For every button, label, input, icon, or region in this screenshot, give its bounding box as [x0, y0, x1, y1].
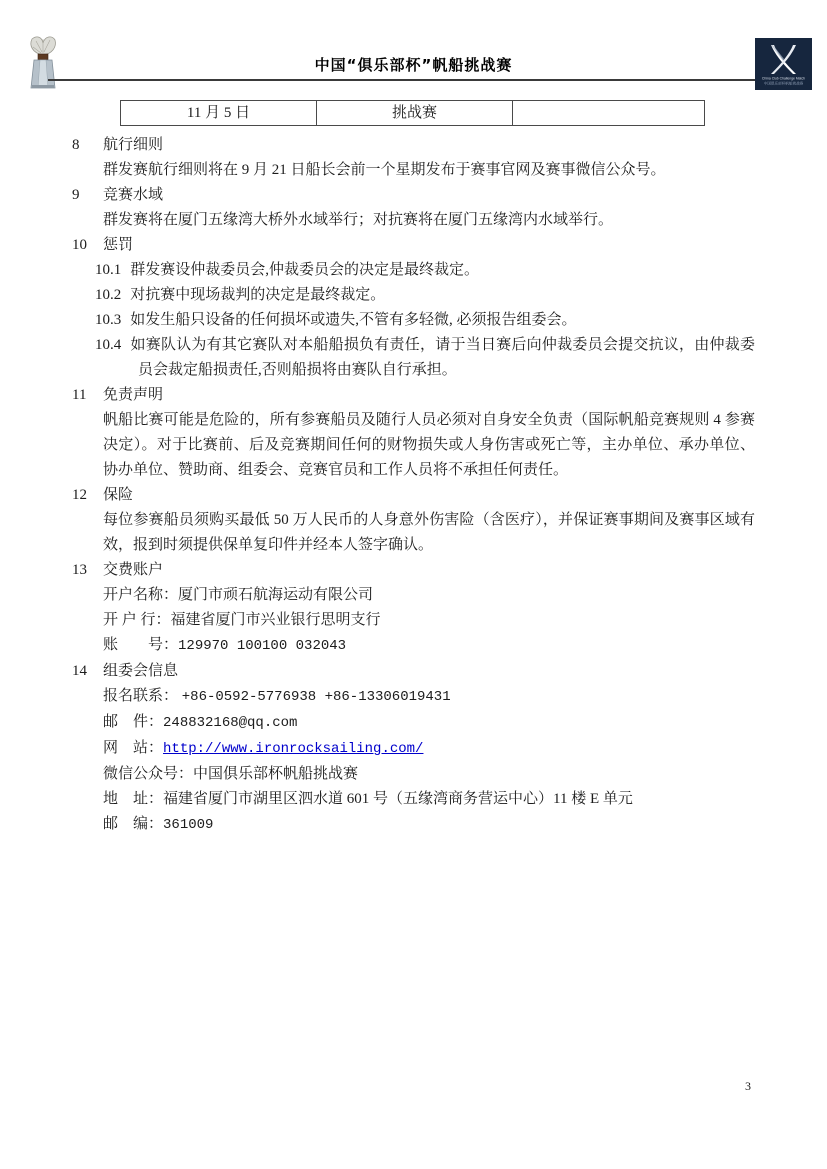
field-value: 361009 — [163, 817, 214, 833]
penalty-item-2 — [95, 283, 755, 308]
account-number-row — [103, 633, 755, 659]
svg-text:中国俱乐部杯帆船挑战赛: 中国俱乐部杯帆船挑战赛 — [763, 81, 804, 86]
section-10-heading — [72, 233, 755, 258]
address-row — [103, 787, 755, 812]
section-title: 竞赛水域 — [103, 187, 164, 203]
section-9-heading — [72, 183, 755, 208]
section-number: 10 — [72, 237, 87, 253]
penalty-item-4 — [95, 333, 755, 383]
section-title: 交费账户 — [103, 562, 164, 578]
section-number: 13 — [72, 562, 87, 578]
page-number: 3 — [745, 1079, 751, 1093]
club-challenge-logo-icon — [755, 38, 812, 90]
zip-row — [103, 812, 755, 838]
field-value: +86-0592-5776938 +86-13306019431 — [181, 689, 451, 705]
section-10 — [72, 233, 755, 383]
field-label: 微信公众号： — [103, 766, 194, 782]
section-title: 组委会信息 — [103, 663, 179, 679]
email-row — [103, 710, 755, 736]
subitem-number: 10.2 — [95, 287, 122, 303]
field-label: 地 址： — [103, 791, 164, 807]
section-12 — [72, 483, 755, 558]
subitem-text: 群发赛设仲裁委员会,仲裁委员会的决定是最终裁定。 — [130, 262, 480, 278]
document-body — [0, 100, 827, 838]
section-11-heading — [72, 383, 755, 408]
section-12-heading — [72, 483, 755, 508]
section-13-heading — [72, 558, 755, 583]
section-title: 航行细则 — [103, 137, 164, 153]
schedule-event-cell: 挑战赛 — [317, 101, 513, 125]
schedule-table-row — [120, 100, 705, 126]
header-divider — [48, 79, 755, 81]
section-9-paragraph: 群发赛将在厦门五缘湾大桥外水域举行；对抗赛将在厦门五缘湾内水域举行。 — [103, 212, 614, 228]
section-11 — [72, 383, 755, 483]
section-9 — [72, 183, 755, 233]
field-label: 开 户 行： — [103, 612, 171, 628]
section-title: 保险 — [103, 487, 134, 503]
section-number: 8 — [72, 137, 80, 153]
wechat-row — [103, 762, 755, 787]
svg-text:China Club Challenge Match: China Club Challenge Match — [761, 76, 806, 81]
penalty-item-1 — [95, 258, 755, 283]
field-label: 邮 编： — [103, 816, 164, 832]
section-title: 惩罚 — [103, 237, 134, 253]
subitem-number: 10.1 — [95, 262, 122, 278]
website-link[interactable]: http://www.ironrocksailing.com/ — [163, 741, 424, 757]
schedule-date-cell: 11 月 5 日 — [121, 101, 317, 125]
subitem-text: 对抗赛中现场裁判的决定是最终裁定。 — [130, 287, 386, 303]
section-8-heading — [72, 133, 755, 158]
field-value: 248832168@qq.com — [163, 715, 298, 731]
field-label: 开户名称： — [103, 587, 179, 603]
bank-row — [103, 608, 755, 633]
field-label: 账 号： — [103, 637, 179, 653]
schedule-empty-cell — [513, 101, 704, 125]
section-title: 免责声明 — [103, 387, 164, 403]
section-number: 11 — [72, 387, 87, 403]
field-value: 厦门市顽石航海运动有限公司 — [178, 587, 374, 603]
section-11-paragraph: 帆船比赛可能是危险的，所有参赛船员及随行人员必须对自身安全负责（国际帆船竞赛规则 4 参赛决定）。对于比赛前、后及竞赛期间任何的财物损失或人身伤害或死亡等，主办单位、承办单位、协办单位、赞助商、组委会、竞赛官员和工作人员将不承担任何责任。 — [103, 412, 755, 478]
page-title: 中国“俱乐部杯”帆船挑战赛 — [314, 56, 513, 74]
field-label: 网 站： — [103, 740, 164, 756]
field-value: 福建省厦门市兴业银行思明支行 — [170, 612, 381, 628]
field-label: 邮 件： — [103, 714, 164, 730]
field-label: 报名联系： — [103, 688, 179, 704]
subitem-number: 10.3 — [95, 312, 122, 328]
section-number: 14 — [72, 663, 87, 679]
section-8-paragraph: 群发赛航行细则将在 9 月 21 日船长会前一个星期发布于赛事官网及赛事微信公众号。 — [103, 162, 666, 178]
penalty-item-3 — [95, 308, 755, 333]
section-14 — [72, 659, 755, 838]
field-value: 福建省厦门市湖里区泗水道 601 号（五缘湾商务营运中心）11 楼 E 单元 — [163, 791, 633, 807]
section-number: 12 — [72, 487, 87, 503]
section-12-paragraph: 每位参赛船员须购买最低 50 万人民币的人身意外伤害险（含医疗），并保证赛事期间及赛事区域有效，报到时须提供保单复印件并经本人签字确认。 — [103, 512, 755, 553]
section-14-heading — [72, 659, 755, 684]
subitem-number: 10.4 — [95, 337, 122, 353]
section-13 — [72, 558, 755, 659]
subitem-text: 如赛队认为有其它赛队对本船船损负有责任，请于当日赛后向仲裁委员会提交抗议，由仲裁委员会裁定船损责任,否则船损将由赛队自行承担。 — [130, 337, 755, 378]
contact-phone-row — [103, 684, 755, 710]
field-value: 129970 100100 032043 — [178, 638, 347, 654]
subitem-text: 如发生船只设备的任何损坏或遗失,不管有多轻微, 必须报告组委会。 — [130, 312, 577, 328]
field-value: 中国俱乐部杯帆船挑战赛 — [193, 766, 359, 782]
section-8 — [72, 133, 755, 183]
account-name-row — [103, 583, 755, 608]
section-number: 9 — [72, 187, 80, 203]
website-row — [103, 736, 755, 762]
